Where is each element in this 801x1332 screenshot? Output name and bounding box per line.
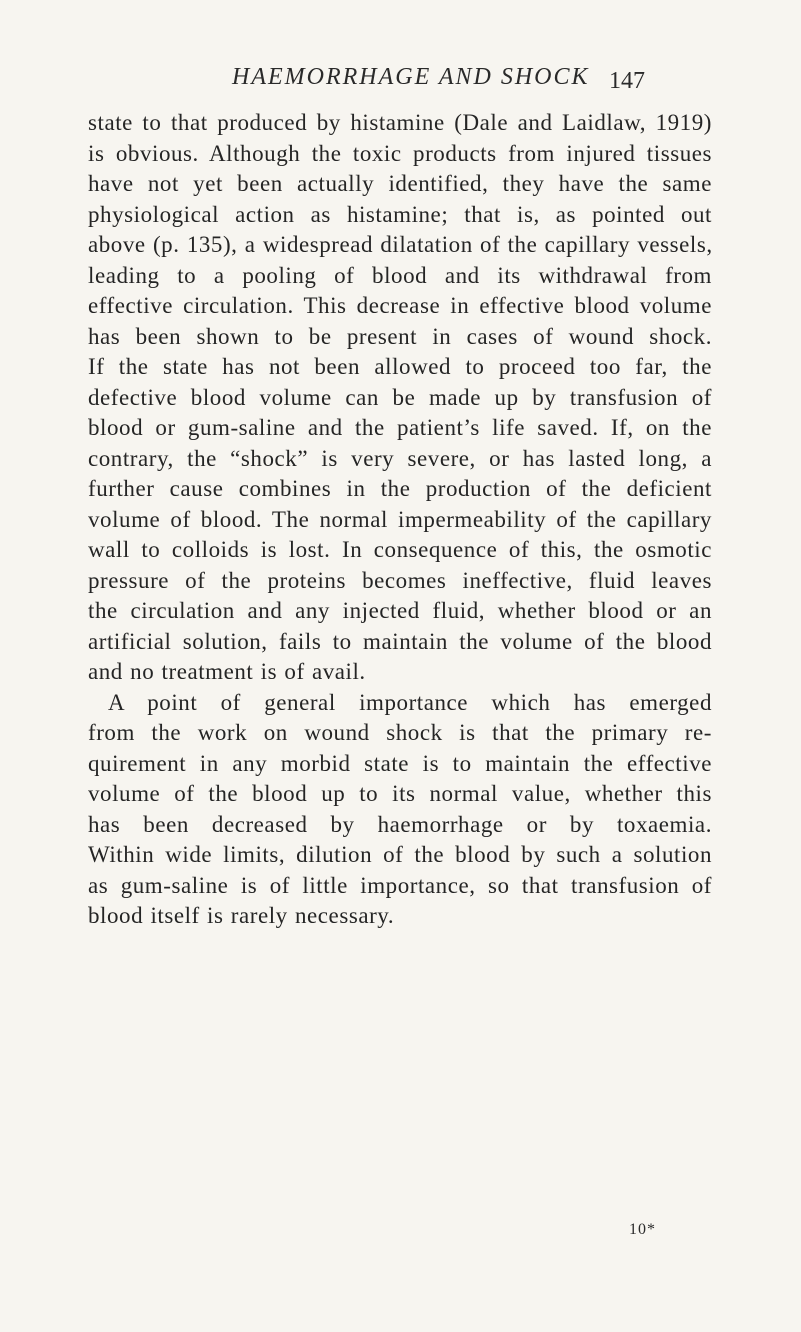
text-line: contrary, the “shock” is very severe, or has lasted long, a: [88, 445, 712, 471]
text-line: artificial solution, fails to maintain the volume of the blood: [88, 628, 712, 654]
text-line: wall to colloids is lost. In consequence of this, the osmotic: [88, 537, 712, 562]
text-line: has been decreased by haemorrhage or by toxaemia.: [88, 811, 712, 837]
paragraph-first-line: A point of general importance which has emerged: [108, 689, 712, 715]
signature-mark: 10*: [629, 1221, 656, 1238]
text-line: blood itself is rarely necessary.: [88, 903, 395, 928]
text-line: volume of the blood up to its normal value, whether this: [88, 781, 712, 806]
running-head-title: HAEMORRHAGE AND SHOCK: [232, 64, 590, 90]
text-line: and no treatment is of avail.: [88, 659, 366, 684]
text-line: effective circulation. This decrease in effective blood volume: [88, 293, 712, 318]
text-line: from the work on wound shock is that the primary re-: [88, 720, 712, 745]
text-line: quirement in any morbid state is to maintain the effective: [88, 750, 712, 776]
text-line: have not yet been actually identified, they have the same: [88, 171, 712, 196]
text-line: state to that produced by histamine (Dale and Laidlaw, 1919): [88, 110, 712, 135]
text-line: above (p. 135), a widespread dilatation of the capillary vessels,: [88, 232, 713, 257]
text-line: further cause combines in the production of the deficient: [88, 476, 712, 501]
text-line: the circulation and any injected fluid, whether blood or an: [88, 598, 712, 623]
text-line: physiological action as histamine; that is, as pointed out: [88, 201, 712, 227]
text-line: volume of blood. The normal impermeability of the capillary: [88, 506, 712, 532]
text-line: pressure of the proteins becomes ineffective, fluid leaves: [88, 567, 712, 593]
body-text: [88, 108, 712, 932]
text-line: is obvious. Although the toxic products from injured tissues: [88, 140, 712, 166]
text-line: leading to a pooling of blood and its withdrawal from: [88, 262, 712, 288]
text-line: defective blood volume can be made up by transfusion of: [88, 384, 712, 410]
text-line: Within wide limits, dilution of the blood by such a solution: [88, 842, 712, 867]
text-line: as gum-saline is of little importance, so that transfusion of: [88, 872, 712, 898]
page-number: 147: [609, 68, 645, 94]
text-line: blood or gum-saline and the patient’s life saved. If, on the: [88, 415, 712, 440]
text-line: If the state has not been allowed to proceed too far, the: [88, 354, 712, 379]
text-line: has been shown to be present in cases of wound shock.: [88, 323, 712, 349]
